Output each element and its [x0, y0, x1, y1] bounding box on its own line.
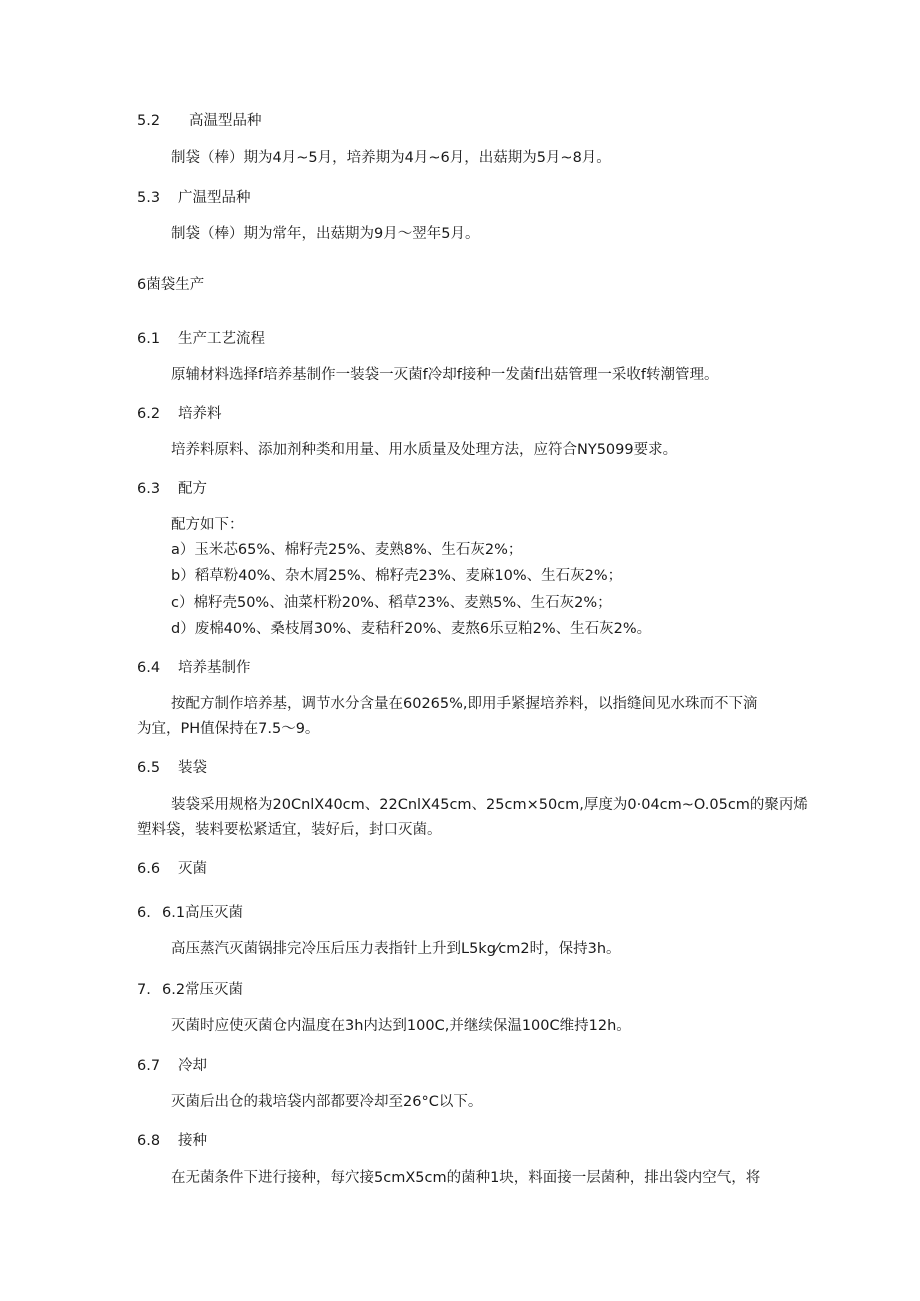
section-title: 培养基制作: [178, 660, 251, 676]
section-number: 6.6: [137, 861, 161, 877]
formula-item-a: a）玉米芯65%、棉籽壳25%、麦熟8%、生石灰2%；: [171, 542, 523, 558]
formula-item-b: b）稻草粉40%、杂木屑25%、棉籽壳23%、麦麻10%、生石灰2%；: [171, 568, 623, 584]
heading-6-3: [137, 479, 207, 499]
heading-6-7: [137, 1056, 207, 1076]
formula-intro: 配方如下：: [171, 517, 244, 533]
paragraph-5-2: 制袋（棒）期为4月~5月，培养期为4月~6月，出菇期为5月~8月。: [171, 150, 611, 166]
section-title: 冷却: [178, 1058, 207, 1074]
paragraph-6-2: 培养料原料、添加剂种类和用量、用水质量及处理方法，应符合NY5099要求。: [171, 442, 678, 458]
formula-item-c: c）棉籽壳50%、油菜杆粉20%、稻草23%、麦熟5%、生石灰2%；: [171, 595, 612, 611]
paragraph-6-4-line-2: 为宜，PH值保持在7.5～9。: [137, 721, 320, 737]
paragraph-5-3: 制袋（棒）期为常年，出菇期为9月～翌年5月。: [171, 226, 480, 242]
section-title: 高温型品种: [189, 113, 262, 129]
section-title: 6.1高压灭菌: [162, 905, 244, 921]
formula-item-d: d）废棉40%、桑枝屑30%、麦秸秆20%、麦熬6乐豆粕2%、生石灰2%。: [171, 621, 652, 637]
section-number: 6.: [137, 905, 151, 921]
paragraph-6-4-line-1: 按配方制作培养基，调节水分含量在60265%,即用手紧握培养料，以指缝间见水珠而不下滴: [171, 696, 758, 712]
section-number: 6.4: [137, 660, 161, 676]
heading-6-8: [137, 1131, 207, 1151]
section-number: 5.2: [137, 113, 161, 129]
section-number: 5.3: [137, 190, 161, 206]
section-title: 生产工艺流程: [178, 331, 265, 347]
section-number: 6.2: [137, 406, 161, 422]
heading-5-2: [137, 111, 262, 131]
section-number: 6.8: [137, 1133, 161, 1149]
heading-6: 6菌袋生产: [137, 277, 205, 293]
paragraph-6-8: 在无菌条件下进行接种，每穴接5cmX5cm的菌种1块，料面接一层菌种，排出袋内空气，将: [171, 1170, 761, 1186]
section-title: 6.2常压灭菌: [162, 982, 244, 998]
heading-6-2: [137, 404, 222, 424]
section-number: 7.: [137, 982, 151, 998]
heading-5-3: [137, 188, 251, 208]
paragraph-6-5-line-2: 塑料袋，装料要松紧适宜，装好后，封口灭菌。: [137, 822, 442, 838]
section-number: 6.7: [137, 1058, 161, 1074]
section-title: 装袋: [178, 760, 207, 776]
heading-6-6-2: [137, 980, 243, 1000]
section-title: 接种: [178, 1133, 207, 1149]
section-title: 培养料: [178, 406, 222, 422]
section-number: 6.5: [137, 760, 161, 776]
paragraph-6-5-line-1: 装袋采用规格为20CnlX40cm、22CnlX45cm、25cm×50cm,厚度为0·04cm~O.05cm的聚丙烯: [171, 797, 808, 813]
heading-6-4: [137, 658, 251, 678]
section-number: 6.1: [137, 331, 161, 347]
paragraph-6-7: 灭菌后出仓的栽培袋内部都要冷却至26°C以下。: [171, 1094, 483, 1110]
heading-6-6-1: [137, 903, 243, 923]
section-title: 广温型品种: [178, 190, 251, 206]
heading-6-6: [137, 859, 207, 879]
paragraph-6-6-1: 高压蒸汽灭菌锅排完冷压后压力表指针上升到L5kg⁄cm2时，保持3h。: [171, 941, 621, 957]
section-number: 6.3: [137, 481, 161, 497]
paragraph-6-6-2: 灭菌时应使灭菌仓内温度在3h内达到100C,并继续保温100C维持12h。: [171, 1018, 631, 1034]
paragraph-6-1: 原辅材料选择f培养基制作一装袋一灭菌f冷却f接种一发菌f出菇管理一采收f转潮管理。: [171, 367, 719, 383]
section-title: 灭菌: [178, 861, 207, 877]
section-title: 配方: [178, 481, 207, 497]
heading-6-1: [137, 329, 265, 349]
heading-6-5: [137, 758, 207, 778]
